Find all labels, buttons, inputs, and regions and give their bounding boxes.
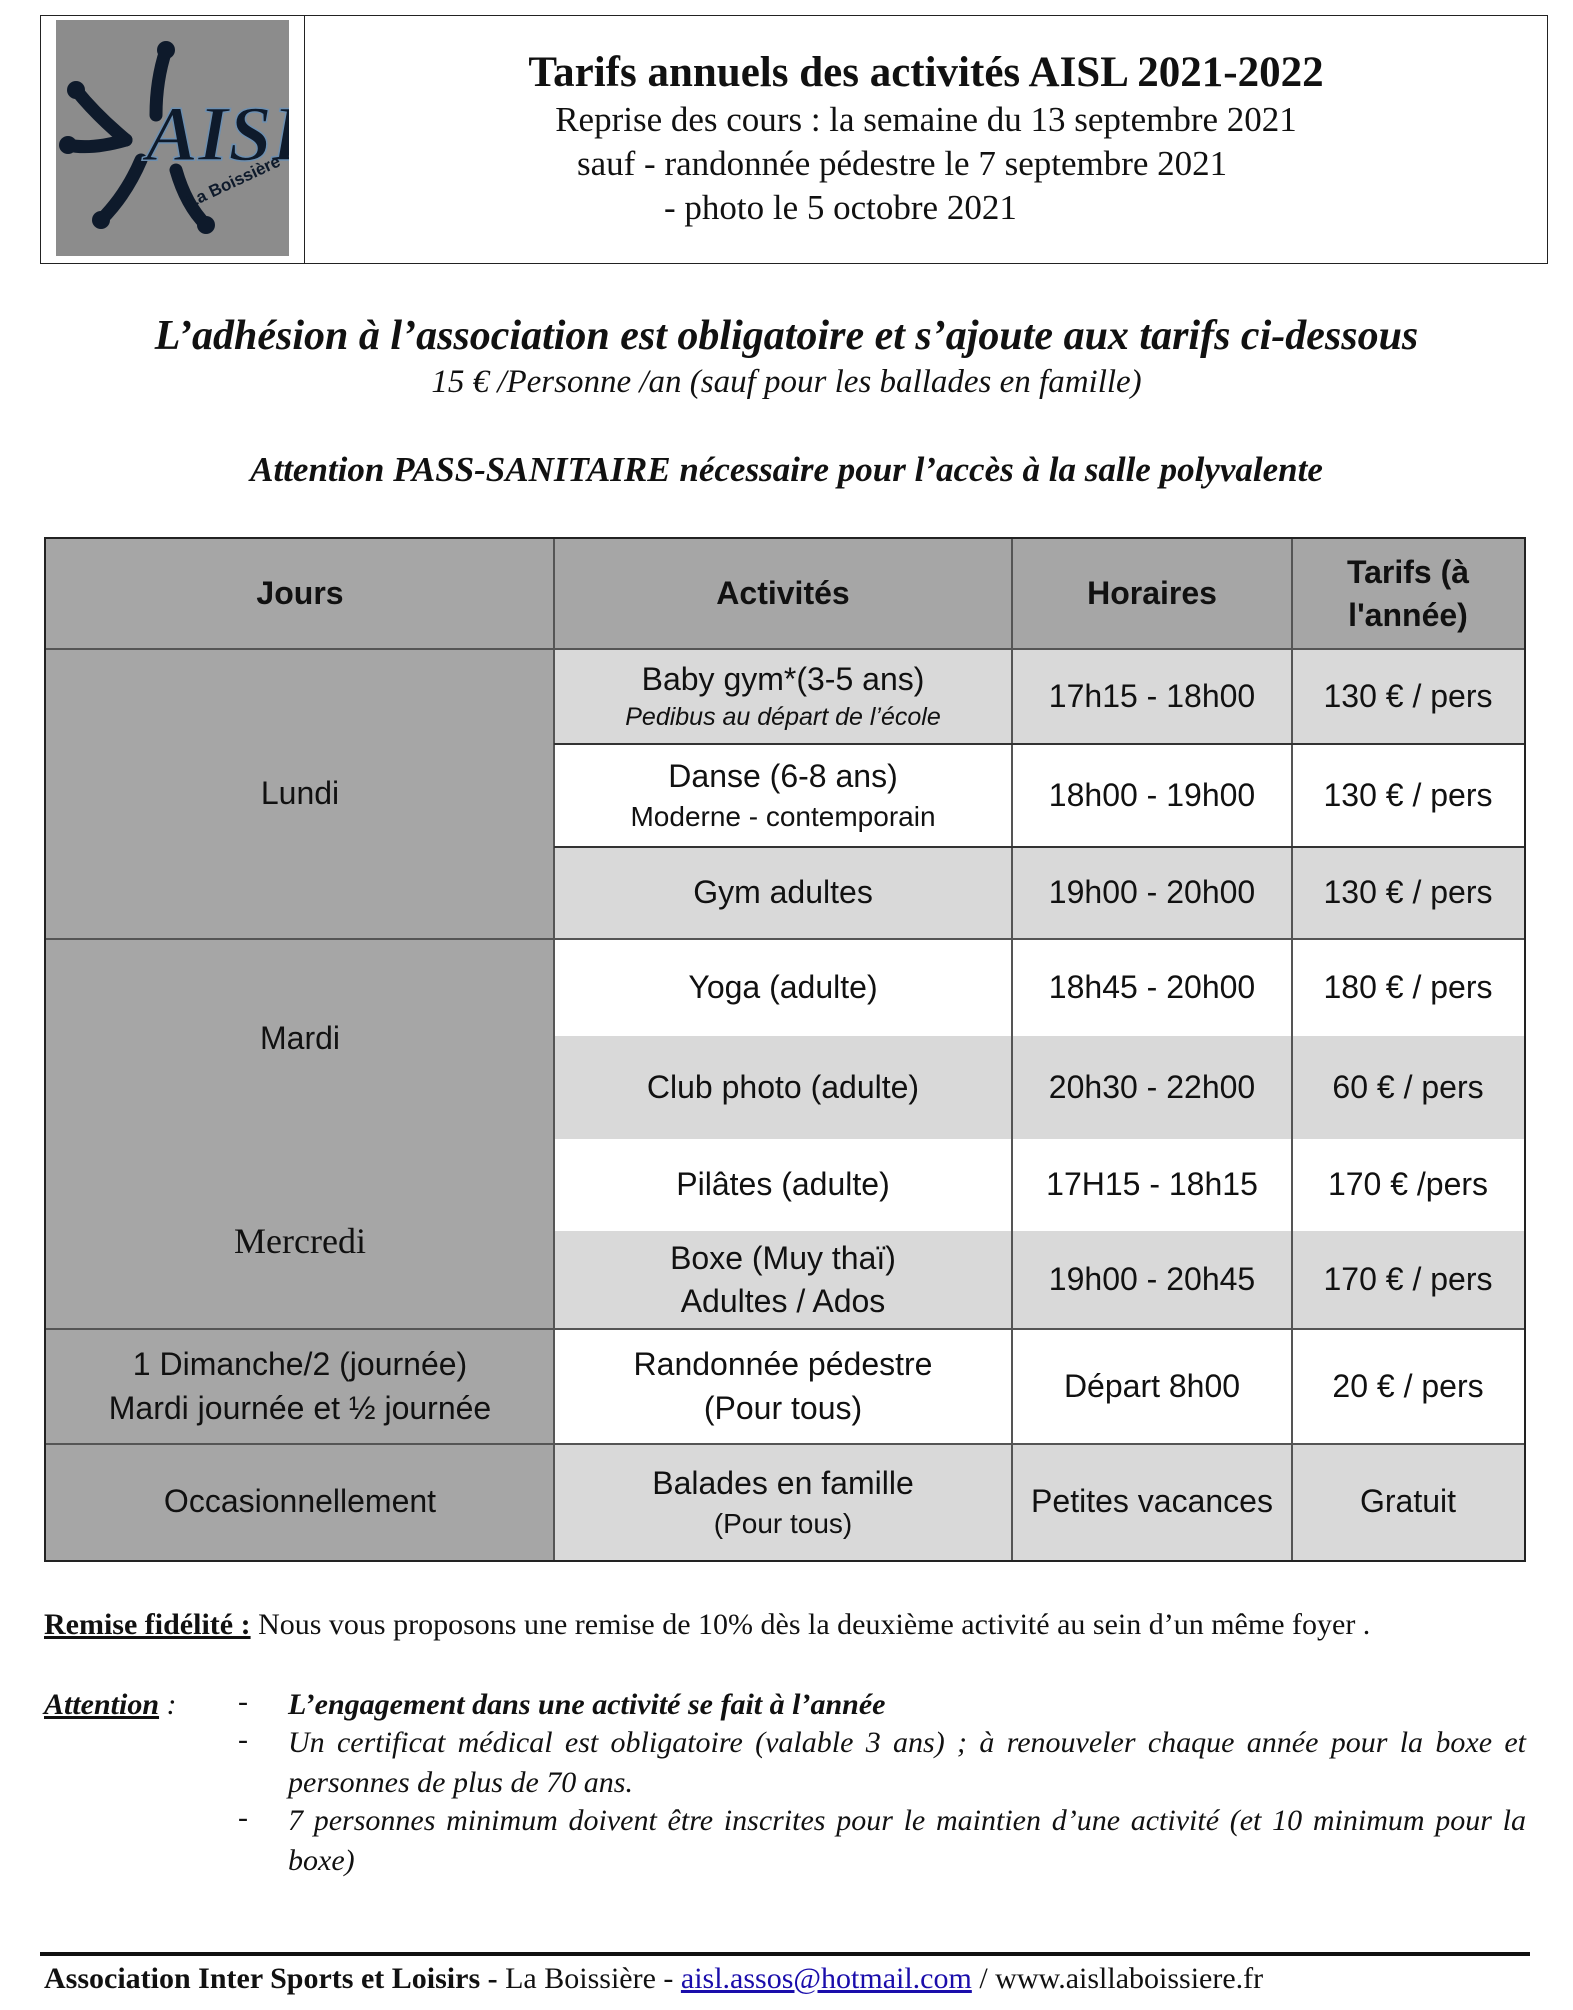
note-bullet-engagement: L’engagement dans une activité se fait à l’année [288,1688,886,1721]
time-cell: Départ 8h00 [1012,1329,1292,1444]
loyalty-discount-note [44,1605,1524,1644]
time-cell: 18h00 - 19h00 [1012,744,1292,847]
footer [44,1962,1263,1996]
header-horaires: Horaires [1012,539,1292,649]
time-cell: 20h30 - 22h00 [1012,1036,1292,1139]
activity-note: (Pour tous) [713,1507,853,1539]
activity-name: Boxe (Muy thaï) [670,1239,896,1276]
day-occasionnellement [46,1444,554,1560]
activity-cell [554,847,1012,939]
activity-cell [554,744,1012,847]
footer-rule [40,1952,1530,1956]
logo-subtext: La Boissière [183,151,284,212]
activity-name: Pilâtes (adulte) [676,1166,890,1203]
price-cell: 130 € / pers [1292,744,1524,847]
footer-place: La Boissière - [497,1962,681,1995]
time-cell: 17H15 - 18h15 [1012,1139,1292,1231]
footer-org: Association Inter Sports et Loisirs - [44,1962,498,1995]
activity-note: Adultes / Ados [680,1283,886,1319]
table-divider [46,1443,1524,1445]
footer-separator: / [971,1962,996,1995]
activity-cell [554,939,1012,1036]
attention-colon: : [159,1688,177,1721]
day-mercredi [46,1139,554,1329]
time-cell: Petites vacances [1012,1444,1292,1560]
note-bullet-certificate: Un certificat médical est obligatoire (valable 3 ans) ; à renouveler chaque année pour la boxe et personnes de plus de 70 ans. [288,1726,1526,1799]
table-divider [553,539,555,1560]
pass-sanitaire-notice: Attention PASS-SANITAIRE nécessaire pour l’accès à la salle polyvalente [250,450,1323,489]
activity-cell [554,1139,1012,1231]
exception-hiking-line: sauf - randonnée pédestre le 7 septembre 2021 [577,144,1228,183]
document-title: Tarifs annuels des activités AISL 2021-2022 [528,49,1324,96]
day-mardi [46,939,554,1139]
time-cell: 18h45 - 20h00 [1012,939,1292,1036]
price-cell: 170 € /pers [1292,1139,1524,1231]
schedule-table [44,537,1526,1562]
activity-name: Baby gym*(3-5 ans) [641,661,925,698]
attention-heading [44,1685,177,1724]
activity-cell [554,1329,1012,1444]
activity-name: Yoga (adulte) [688,968,878,1005]
logo-text: AIS [146,90,272,177]
activity-note: Moderne - contemporain [630,801,936,833]
table-divider [46,938,1524,940]
membership-price: 15 € /Personne /an (sauf pour les ballades en famille) [431,364,1142,400]
time-cell: 19h00 - 20h45 [1012,1231,1292,1329]
price-cell: 130 € / pers [1292,649,1524,744]
activity-cell [554,1444,1012,1560]
day-label: Mardi [259,1020,340,1056]
day-label: Mercredi [234,1221,366,1261]
day-label: Mardi journée et ½ journée [108,1389,492,1426]
day-dimanche [46,1329,554,1444]
day-label: Occasionnellement [163,1483,437,1520]
table-divider [46,1328,1524,1330]
table-divider [554,846,1524,848]
day-lundi [46,649,554,939]
price-cell: 170 € / pers [1292,1231,1524,1329]
footer-email-link[interactable]: aisl.assos@hotmail.com [680,1962,972,1995]
occitan-cross-icon [56,20,289,256]
bullet-dash: - [238,1801,248,1834]
header-tarifs: Tarifs (à l'année) [1292,539,1524,649]
price-cell: 130 € / pers [1292,847,1524,939]
loyalty-discount-label: Remise fidélité : [44,1608,251,1641]
resume-date-line: Reprise des cours : la semaine du 13 septembre 2021 [555,100,1297,139]
activity-note: Pedibus au départ de l’école [625,703,941,732]
day-label: 1 Dimanche/2 (journée) [132,1346,468,1383]
activity-name: Balades en famille [652,1464,914,1501]
activity-name: Danse (6-8 ans) [668,758,898,794]
table-divider [554,743,1524,745]
footer-website: www.aisllaboissiere.fr [995,1962,1264,1995]
activity-name: Randonnée pédestre [633,1346,933,1383]
loyalty-discount-text: Nous vous proposons une remise de 10% dès la deuxième activité au sein d’un même foyer . [250,1608,1371,1641]
header-text [305,16,1547,263]
header-box [40,15,1548,264]
activity-cell [554,1036,1012,1139]
table-divider [1291,539,1293,1560]
price-cell: 180 € / pers [1292,939,1524,1036]
activity-cell [554,1231,1012,1329]
exception-photo-line: - photo le 5 octobre 2021 [664,188,1017,227]
activity-name: Club photo (adulte) [646,1068,920,1105]
activity-note: (Pour tous) [703,1389,863,1426]
bullet-dash: - [238,1723,248,1756]
price-cell: 20 € / pers [1292,1329,1524,1444]
price-cell: Gratuit [1292,1444,1524,1560]
activity-cell [554,649,1012,744]
time-cell: 19h00 - 20h00 [1012,847,1292,939]
membership-heading: L’adhésion à l’association est obligatoire et s’ajoute aux tarifs ci-dessous [154,313,1419,359]
price-cell: 60 € / pers [1292,1036,1524,1139]
day-label: Lundi [260,775,340,812]
activity-name: Gym adultes [693,874,873,911]
header-activites: Activités [554,539,1012,649]
attention-label: Attention [44,1688,160,1721]
header-jours: Jours [46,539,554,649]
table-divider [1011,539,1013,1560]
bullet-dash: - [238,1685,248,1718]
aisl-logo [56,20,289,256]
time-cell: 17h15 - 18h00 [1012,649,1292,744]
logo-cell [41,16,305,263]
table-divider [46,648,1524,650]
note-bullet-minimum: 7 personnes minimum doivent être inscrites pour le maintien d’une activité (et 10 minimum pour la boxe) [288,1804,1526,1877]
